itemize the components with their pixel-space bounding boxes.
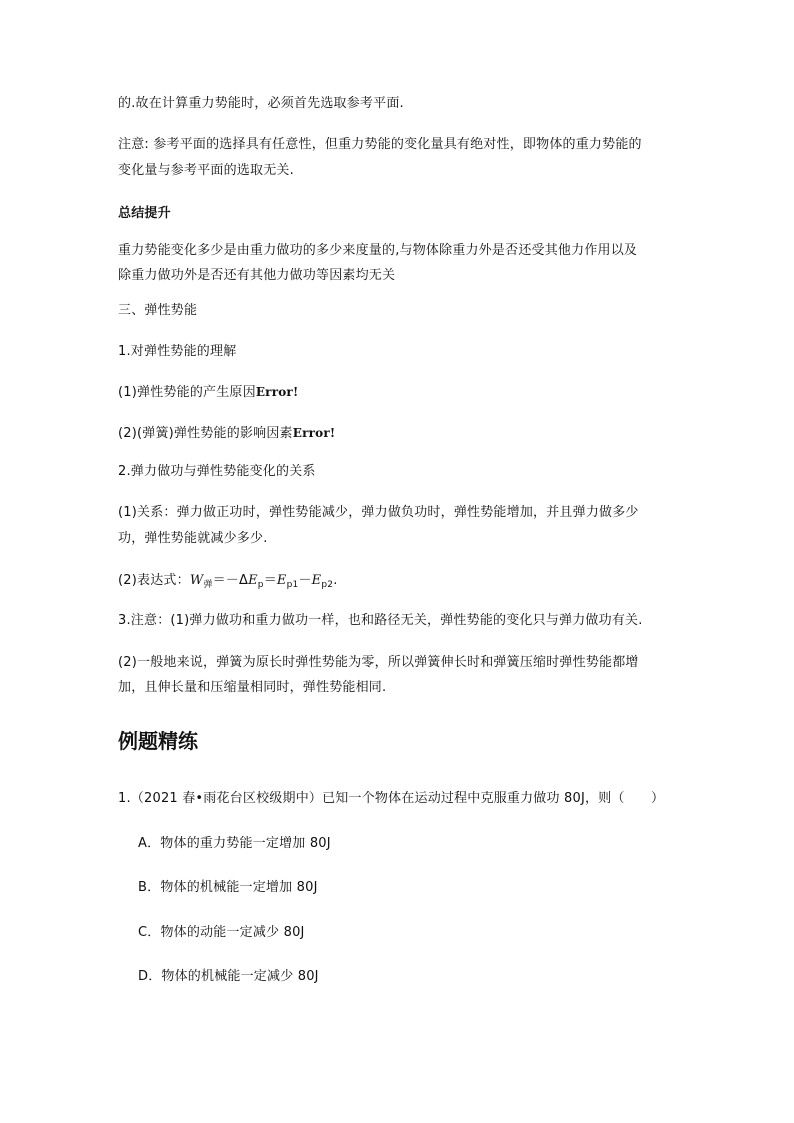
item2-1-line-1: (1)关系：弹力做正功时，弹性势能减少，弹力做负功时，弹性势能增加，并且弹力做多少 — [118, 505, 639, 520]
item1-2-error: Error! — [292, 426, 336, 440]
formula-minus: － — [298, 573, 312, 588]
item1-1-text: (1)弹性势能的产生原因 — [118, 385, 256, 400]
item1-title: 1.对弹性势能的理解 — [118, 344, 237, 359]
formula-e3-subscript: p2 — [321, 580, 334, 590]
note-line-2: 变化量与参考平面的选取无关. — [118, 163, 294, 178]
formula-w: W — [189, 573, 204, 588]
item3-2-line-1: (2)一般地来说，弹簧为原长时弹性势能为零，所以弹簧伸长时和弹簧压缩时弹性势能都增 — [118, 655, 639, 670]
formula-label: (2)表达式： — [118, 573, 190, 588]
formula-e2-subscript: p1 — [286, 580, 299, 590]
note-line-1: 注意: 参考平面的选择具有任意性，但重力势能的变化量具有绝对性，即物体的重力势能的 — [118, 137, 642, 152]
summary-line-2: 除重力做功外是否还有其他力做功等因素均无关 — [118, 268, 396, 283]
option-a: A．物体的重力势能一定增加 80J — [138, 836, 331, 851]
item2-2-formula-line — [118, 573, 338, 593]
option-b: B．物体的机械能一定增加 80J — [138, 880, 318, 895]
item2-1-line-2: 功，弹性势能就减少多少. — [118, 531, 268, 546]
question-1: 1.（2021 春•雨花台区校级期中）已知一个物体在运动过程中克服重力做功 80J，则（ ） — [118, 791, 665, 806]
formula-e3: E — [311, 573, 322, 588]
formula-e1: E — [248, 573, 258, 588]
item1-1-error: Error! — [255, 385, 299, 399]
formula-eq1: ＝－Δ — [212, 573, 249, 588]
formula-e1-subscript: p — [257, 580, 264, 590]
option-c: C．物体的动能一定减少 80J — [138, 925, 305, 940]
summary-title: 总结提升 — [118, 206, 171, 221]
section-heading-elastic-energy: 三、弹性势能 — [118, 303, 198, 318]
formula-end: . — [333, 573, 338, 588]
item3-line-1: 3.注意：(1)弹力做功和重力做功一样，也和路径无关，弹性势能的变化只与弹力做功有关. — [118, 613, 643, 628]
item1-2 — [118, 425, 335, 442]
item3-2-line-2: 加，且伸长量和压缩量相同时，弹性势能相同. — [118, 680, 387, 695]
examples-heading: 例题精练 — [118, 729, 198, 753]
formula-w-subscript: 弹 — [203, 580, 213, 590]
option-d: D．物体的机械能一定减少 80J — [138, 969, 319, 984]
item2-title: 2.弹力做功与弹性势能变化的关系 — [118, 464, 316, 479]
summary-line-1: 重力势能变化多少是由重力做功的多少来度量的,与物体除重力外是否还受其他力作用以及 — [118, 243, 638, 258]
item1-1 — [118, 384, 298, 401]
item1-2-text: (2)(弹簧)弹性势能的影响因素 — [118, 426, 293, 441]
paragraph-reference-plane: 的.故在计算重力势能时，必须首先选取参考平面. — [118, 96, 404, 111]
formula-eq2: ＝ — [263, 573, 277, 588]
formula-e2: E — [276, 573, 287, 588]
